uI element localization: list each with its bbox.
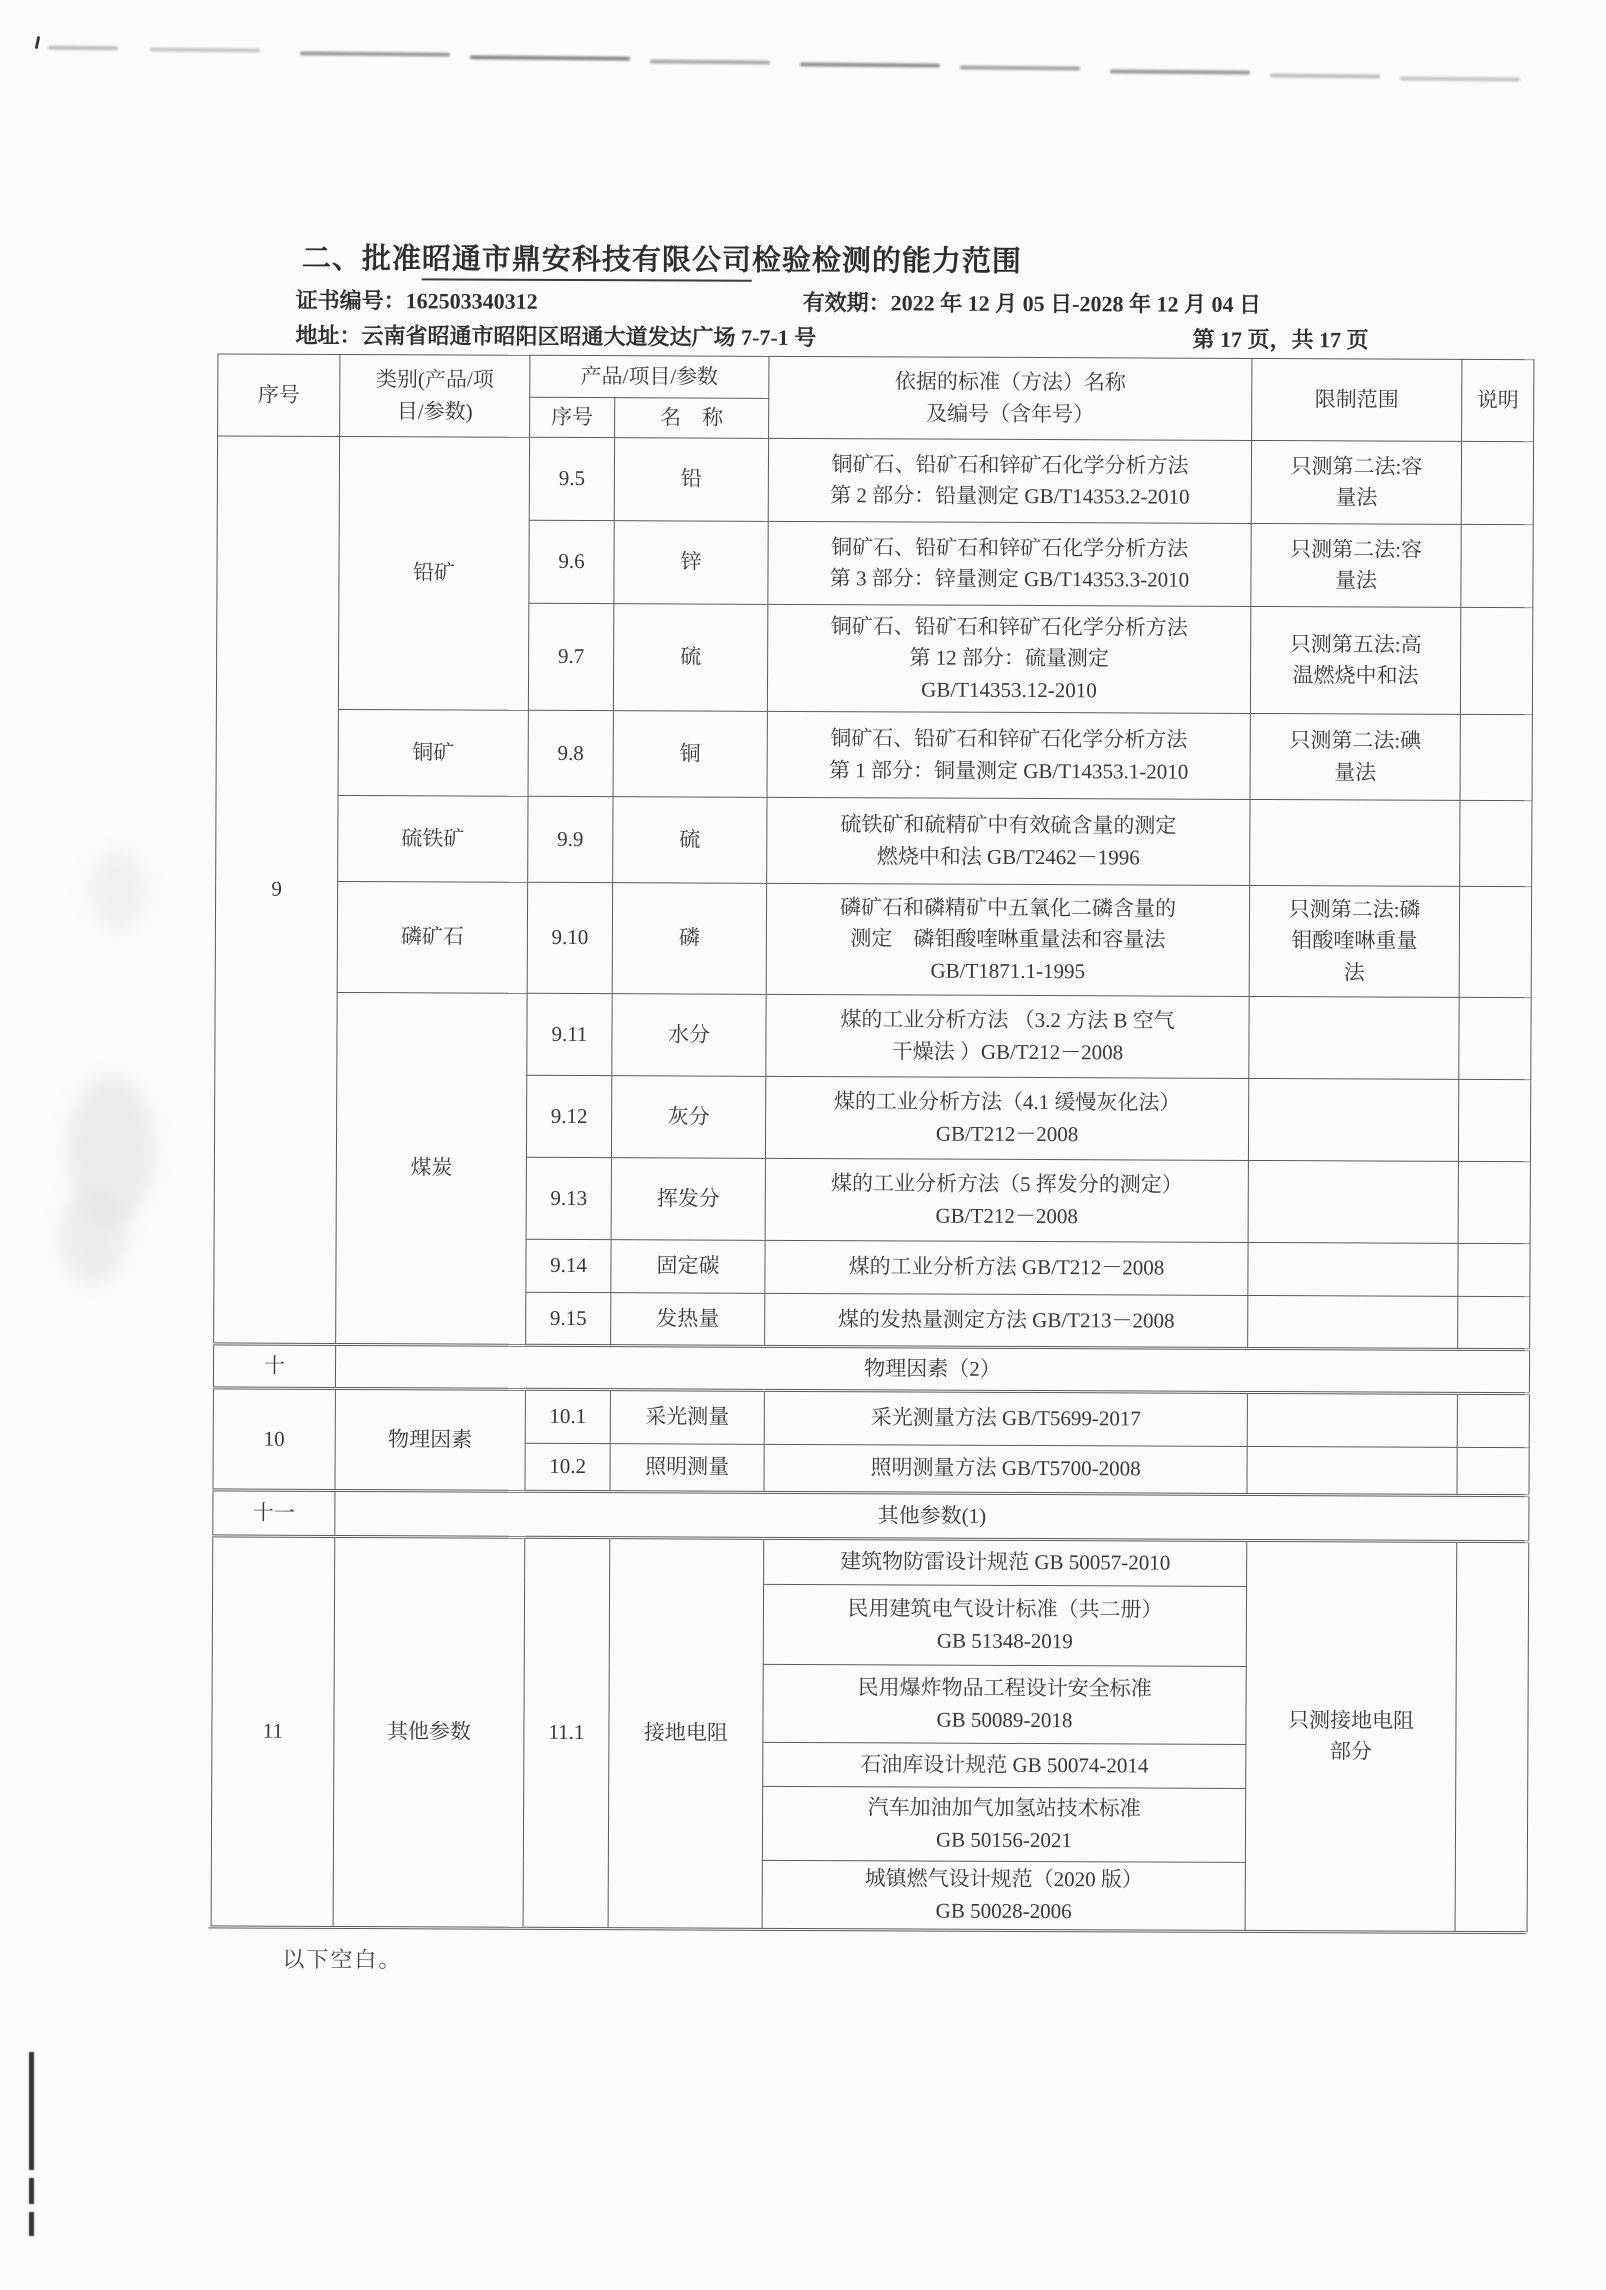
seq-cell: 10 — [213, 1388, 335, 1491]
param-name-cell: 固定碳 — [611, 1240, 765, 1294]
standard-cell: 煤的发热量测定方法 GB/T213－2008 — [765, 1293, 1248, 1348]
restriction-cell — [1247, 1446, 1457, 1495]
standard-cell: 煤的工业分析方法（4.1 缓慢灰化法） GB/T212－2008 — [765, 1076, 1248, 1160]
note-cell — [1458, 1243, 1530, 1296]
standard-cell: 煤的工业分析方法 （3.2 方法 B 空气 干燥法 ）GB/T212－2008 — [766, 994, 1249, 1078]
capability-table — [211, 353, 1535, 1932]
seq-cell: 十 — [213, 1344, 335, 1389]
restriction-cell: 只测接地电阻 部分 — [1245, 1540, 1457, 1931]
table-row — [217, 436, 1533, 525]
validity-label: 有效期： — [802, 289, 891, 316]
restriction-cell — [1248, 1242, 1458, 1296]
restriction-cell — [1248, 1295, 1458, 1349]
param-no-cell: 9.9 — [528, 796, 613, 882]
standard-cell: 铜矿石、铅矿石和锌矿石化学分析方法 第 3 部分：锌量测定 GB/T14353.3-2010 — [768, 521, 1251, 606]
param-no-cell: 9.12 — [526, 1075, 611, 1157]
table-row — [213, 1388, 1529, 1448]
param-name-cell: 照明测量 — [610, 1444, 764, 1493]
title-prefix: 二、批准 — [301, 242, 422, 276]
table-row — [216, 795, 1532, 887]
header-category: 类别(产品/项 目/参数) — [340, 354, 530, 437]
standard-cell: 民用爆炸物品工程设计安全标准 GB 50089-2018 — [763, 1664, 1246, 1744]
validity-line — [803, 286, 1261, 319]
standard-cell: 石油库设计规范 GB 50074-2014 — [763, 1742, 1246, 1788]
restriction-cell — [1249, 996, 1459, 1079]
address-label: 地址： — [295, 322, 362, 349]
param-name-cell: 硫 — [613, 797, 767, 884]
param-no-cell: 9.7 — [528, 603, 613, 710]
restriction-cell — [1247, 1392, 1457, 1447]
header-restriction: 限制范围 — [1252, 358, 1462, 441]
certificate-number-line — [296, 284, 538, 316]
title-suffix: 检验检测的能力范围 — [751, 244, 1022, 278]
category-cell: 其他参数 — [333, 1536, 525, 1927]
table-row — [213, 1536, 1529, 1588]
standard-cell: 铜矿石、铅矿石和锌矿石化学分析方法 第 1 部分：铜量测定 GB/T14353.1-2010 — [767, 711, 1250, 799]
standard-cell: 煤的工业分析方法（5 挥发分的测定） GB/T212－2008 — [765, 1158, 1248, 1242]
certificate-number-value: 162503340312 — [405, 288, 538, 314]
title-company-underlined: 昭通市鼎安科技有限公司 — [422, 243, 752, 281]
note-cell — [1458, 1161, 1530, 1243]
category-cell: 煤炭 — [336, 992, 528, 1345]
param-name-cell: 锌 — [614, 521, 768, 605]
category-cell: 物理因素 — [335, 1388, 525, 1491]
param-name-cell: 硫 — [613, 604, 767, 712]
certificate-number-label: 证书编号： — [295, 287, 406, 314]
restriction-cell — [1248, 1078, 1458, 1161]
standard-cell: 采光测量方法 GB/T5699-2017 — [764, 1390, 1247, 1446]
param-no-cell: 9.5 — [529, 437, 614, 520]
blank-below-note: 以下空白。 — [282, 1946, 403, 1973]
category-cell: 硫铁矿 — [338, 795, 528, 882]
restriction-cell — [1248, 1160, 1458, 1243]
note-cell — [1460, 714, 1532, 800]
validity-value: 2022 年 12 月 05 日-2028 年 12 月 04 日 — [890, 290, 1262, 317]
standard-cell: 汽车加油加气加氢站技术标准 GB 50156-2021 — [762, 1786, 1245, 1862]
seq-cell: 十一 — [213, 1490, 335, 1537]
note-cell — [1459, 997, 1531, 1079]
standard-cell: 磷矿石和磷精矿中五氧化二磷含量的 测定 磷钼酸喹啉重量法和容量法 GB/T1871.1-1995 — [766, 883, 1249, 996]
standard-cell: 城镇燃气设计规范（2020 版） GB 50028-2006 — [762, 1860, 1245, 1930]
restriction-cell: 只测第二法:容 量法 — [1251, 523, 1461, 607]
param-no-cell: 9.11 — [527, 993, 612, 1075]
param-no-cell: 9.13 — [526, 1157, 611, 1239]
note-cell — [1461, 524, 1533, 607]
param-name-cell: 铅 — [614, 438, 768, 522]
standard-cell: 建筑物防雷设计规范 GB 50057-2010 — [764, 1538, 1247, 1586]
category-cell: 铜矿 — [338, 709, 528, 796]
param-name-cell: 磷 — [612, 883, 766, 995]
note-cell — [1458, 1296, 1530, 1349]
param-name-cell: 铜 — [613, 711, 767, 798]
header-standard: 依据的标准（方法）名称 及编号（含年号） — [769, 356, 1252, 440]
header-param-seq: 序号 — [530, 397, 615, 437]
seq-cell: 9 — [214, 436, 340, 1345]
note-cell — [1455, 1541, 1529, 1931]
category-cell: 磷矿石 — [337, 881, 527, 993]
param-no-cell: 9.14 — [526, 1239, 611, 1292]
table-row — [216, 709, 1532, 801]
standard-cell: 煤的工业分析方法 GB/T212－2008 — [765, 1240, 1248, 1295]
address-value: 云南省昭通市昭阳区昭通大道发达广场 7-7-1 号 — [361, 323, 817, 351]
header-param-group: 产品/项目/参数 — [530, 355, 769, 398]
param-no-cell: 10.1 — [525, 1389, 610, 1443]
note-cell — [1459, 886, 1531, 997]
restriction-cell: 只测第二法:碘 量法 — [1250, 713, 1460, 800]
note-cell — [1457, 1393, 1529, 1447]
param-name-cell: 接地电阻 — [608, 1538, 764, 1929]
header-note: 说明 — [1462, 359, 1534, 441]
restriction-cell: 只测第二法:容 量法 — [1251, 440, 1461, 524]
section-banner-cell: 其他参数(1) — [335, 1490, 1529, 1541]
standard-cell: 照明测量方法 GB/T5700-2008 — [764, 1444, 1247, 1494]
param-no-cell: 9.15 — [526, 1292, 611, 1345]
param-no-cell: 9.8 — [528, 710, 613, 796]
restriction-cell: 只测第二法:磷 钼酸喹啉重量 法 — [1249, 885, 1459, 997]
table-row — [215, 992, 1531, 1080]
table-row — [215, 881, 1531, 998]
note-cell — [1457, 1447, 1529, 1495]
standard-cell: 铜矿石、铅矿石和锌矿石化学分析方法 第 12 部分：硫量测定 GB/T14353.12-2010 — [767, 604, 1250, 713]
category-cell: 铅矿 — [338, 436, 529, 710]
restriction-cell: 只测第五法:高 温燃烧中和法 — [1250, 606, 1460, 714]
standard-cell: 民用建筑电气设计标准（共二册） GB 51348-2019 — [763, 1584, 1246, 1666]
restriction-cell — [1250, 799, 1460, 886]
address-line — [295, 319, 816, 352]
param-name-cell: 灰分 — [611, 1076, 765, 1159]
note-cell — [1460, 607, 1532, 714]
table-header-row — [218, 354, 1534, 402]
section-banner-row — [213, 1344, 1529, 1394]
param-name-cell: 采光测量 — [610, 1390, 764, 1445]
section-banner-cell: 物理因素（2） — [335, 1344, 1529, 1393]
header-seq: 序号 — [218, 354, 340, 437]
standard-cell: 铜矿石、铅矿石和锌矿石化学分析方法 第 2 部分：铅量测定 GB/T14353.2-2010 — [768, 438, 1251, 523]
param-name-cell: 水分 — [612, 994, 766, 1077]
header-param-name: 名 称 — [615, 398, 769, 439]
param-no-cell: 9.6 — [529, 520, 614, 603]
param-no-cell: 11.1 — [523, 1537, 610, 1927]
standard-cell: 硫铁矿和硫精矿中有效硫含量的测定 燃烧中和法 GB/T2462－1996 — [767, 797, 1250, 885]
param-name-cell: 挥发分 — [611, 1158, 765, 1241]
param-name-cell: 发热量 — [611, 1293, 765, 1347]
page-number: 第 17 页，共 17 页 — [1192, 326, 1369, 353]
note-cell — [1461, 441, 1533, 524]
param-no-cell: 9.10 — [527, 882, 612, 993]
page-title — [302, 236, 1022, 280]
note-cell — [1458, 1079, 1530, 1161]
note-cell — [1460, 800, 1532, 886]
section-banner-row — [213, 1490, 1529, 1542]
param-no-cell: 10.2 — [525, 1443, 610, 1491]
seq-cell: 11 — [211, 1536, 335, 1927]
